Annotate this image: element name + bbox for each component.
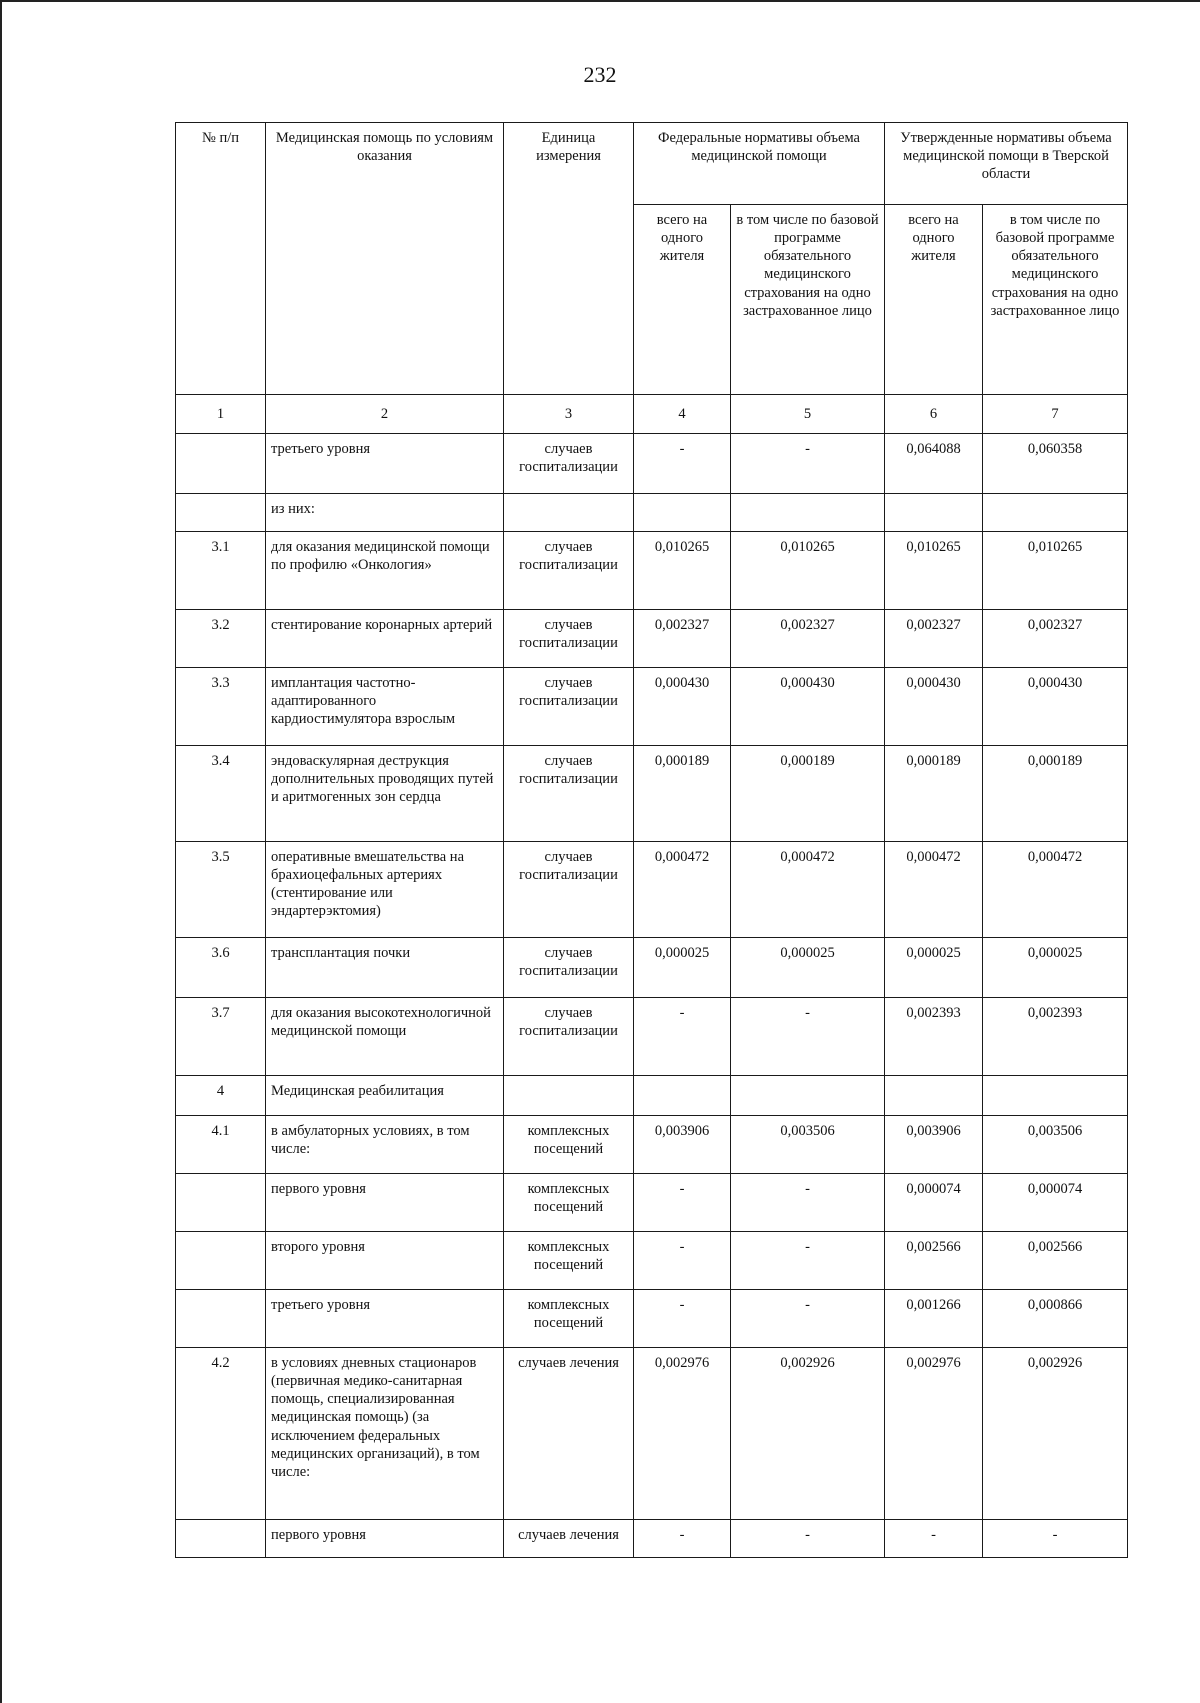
row-value-approved-total [885,1076,983,1116]
row-unit [504,1076,634,1116]
row-value-federal-total: 0,002976 [634,1348,731,1520]
row-unit: случаев госпитализации [504,746,634,842]
header-federal-per-resident: всего на одного жителя [634,205,731,395]
row-value-approved-oms: 0,000472 [983,842,1128,938]
row-value-approved-oms: 0,000866 [983,1290,1128,1348]
table-row [176,842,1128,938]
row-unit: комплексных посещений [504,1174,634,1232]
column-number: 4 [634,395,731,434]
row-value-approved-total: 0,000430 [885,668,983,746]
row-value-federal-total: - [634,1174,731,1232]
row-unit: случаев госпитализации [504,842,634,938]
row-value-federal-oms [731,1076,885,1116]
row-value-approved-oms: 0,002926 [983,1348,1128,1520]
row-value-approved-total: 0,000189 [885,746,983,842]
row-number: 3.5 [176,842,266,938]
norms-table [175,122,1128,1558]
row-value-approved-total: 0,002393 [885,998,983,1076]
row-number [176,1520,266,1558]
row-value-federal-total: 0,000472 [634,842,731,938]
scan-top-edge [0,0,1200,2]
row-number: 4.2 [176,1348,266,1520]
row-name: для оказания высокотехнологичной медицинской помощи [266,998,504,1076]
column-number: 1 [176,395,266,434]
row-value-federal-total: - [634,1232,731,1290]
row-value-federal-total: 0,000025 [634,938,731,998]
row-value-approved-oms: 0,000430 [983,668,1128,746]
table-row [176,494,1128,532]
row-unit: комплексных посещений [504,1290,634,1348]
table-row [176,434,1128,494]
column-number: 2 [266,395,504,434]
row-unit: случаев госпитализации [504,938,634,998]
header-federal-oms: в том числе по базовой программе обязательного медицинского страхования на одно застрахованное лицо [731,205,885,395]
row-unit: случаев лечения [504,1520,634,1558]
row-name: стентирование коронарных артерий [266,610,504,668]
page-number: 232 [583,62,617,87]
row-number: 3.4 [176,746,266,842]
row-value-federal-total: 0,000430 [634,668,731,746]
row-unit: случаев госпитализации [504,998,634,1076]
row-value-approved-oms: 0,002566 [983,1232,1128,1290]
row-value-approved-total [885,494,983,532]
row-value-approved-total: 0,002566 [885,1232,983,1290]
row-name: из них: [266,494,504,532]
column-number: 6 [885,395,983,434]
row-value-approved-oms: 0,002327 [983,610,1128,668]
row-name: в условиях дневных стационаров (первичная медико-санитарная помощь, специализированная медицинская помощь) (за исключением федеральных медицинских организаций), в том числе: [266,1348,504,1520]
row-value-approved-oms: 0,003506 [983,1116,1128,1174]
row-number: 3.1 [176,532,266,610]
header-approved-per-resident: всего на одного жителя [885,205,983,395]
row-name: имплантация частотно-адаптированного кардиостимулятора взрослым [266,668,504,746]
column-number-row [176,395,1128,434]
row-name: в амбулаторных условиях, в том числе: [266,1116,504,1174]
row-value-approved-oms [983,494,1128,532]
row-value-federal-oms: 0,000430 [731,668,885,746]
row-value-federal-oms: 0,002926 [731,1348,885,1520]
row-name: эндоваскулярная деструкция дополнительных проводящих путей и аритмогенных зон сердца [266,746,504,842]
table-row [176,532,1128,610]
row-name: третьего уровня [266,434,504,494]
row-name: первого уровня [266,1174,504,1232]
table-row [176,610,1128,668]
row-unit: комплексных посещений [504,1116,634,1174]
row-value-approved-oms [983,1076,1128,1116]
table-row [176,1116,1128,1174]
row-number [176,1174,266,1232]
row-number [176,434,266,494]
row-value-federal-oms: - [731,434,885,494]
row-value-approved-oms: 0,000074 [983,1174,1128,1232]
row-value-approved-oms: 0,002393 [983,998,1128,1076]
row-number: 3.6 [176,938,266,998]
row-name: для оказания медицинской помощи по профилю «Онкология» [266,532,504,610]
row-value-approved-total: 0,064088 [885,434,983,494]
row-number [176,494,266,532]
row-unit: комплексных посещений [504,1232,634,1290]
row-unit: случаев госпитализации [504,434,634,494]
row-value-federal-oms: - [731,1520,885,1558]
row-name: Медицинская реабилитация [266,1076,504,1116]
row-value-approved-total: - [885,1520,983,1558]
row-number: 4.1 [176,1116,266,1174]
row-value-federal-total: - [634,434,731,494]
row-value-federal-total: 0,003906 [634,1116,731,1174]
table-row [176,668,1128,746]
row-number: 4 [176,1076,266,1116]
table-row [176,998,1128,1076]
row-value-federal-oms: 0,000025 [731,938,885,998]
row-value-federal-total: 0,002327 [634,610,731,668]
row-value-approved-total: 0,000074 [885,1174,983,1232]
row-value-approved-oms: 0,010265 [983,532,1128,610]
row-name: третьего уровня [266,1290,504,1348]
row-name: второго уровня [266,1232,504,1290]
row-name: первого уровня [266,1520,504,1558]
row-value-federal-oms: 0,010265 [731,532,885,610]
row-value-federal-total [634,1076,731,1116]
row-value-approved-total: 0,002327 [885,610,983,668]
row-value-approved-total: 0,001266 [885,1290,983,1348]
row-value-federal-total: - [634,998,731,1076]
row-value-approved-oms: - [983,1520,1128,1558]
row-value-approved-total: 0,000472 [885,842,983,938]
table-row [176,1076,1128,1116]
row-number: 3.2 [176,610,266,668]
header-approved-norms: Утвержденные нормативы объема медицинской помощи в Тверской области [885,123,1128,205]
table-row [176,1520,1128,1558]
row-number [176,1290,266,1348]
row-value-approved-oms: 0,060358 [983,434,1128,494]
row-name: оперативные вмешательства на брахиоцефальных артериях (стентирование или эндартерэктомия) [266,842,504,938]
column-number: 3 [504,395,634,434]
row-value-federal-oms: 0,000472 [731,842,885,938]
row-value-federal-total [634,494,731,532]
table-row [176,746,1128,842]
row-number [176,1232,266,1290]
row-value-federal-oms: - [731,1174,885,1232]
row-unit: случаев лечения [504,1348,634,1520]
row-value-approved-total: 0,003906 [885,1116,983,1174]
column-number: 5 [731,395,885,434]
row-value-approved-oms: 0,000189 [983,746,1128,842]
row-value-federal-oms: 0,000189 [731,746,885,842]
table-row [176,938,1128,998]
row-value-federal-total: 0,000189 [634,746,731,842]
row-number: 3.7 [176,998,266,1076]
row-number: 3.3 [176,668,266,746]
row-unit: случаев госпитализации [504,610,634,668]
row-value-federal-oms: 0,002327 [731,610,885,668]
row-unit: случаев госпитализации [504,532,634,610]
table-row [176,1232,1128,1290]
table-row [176,1174,1128,1232]
row-value-federal-oms: - [731,1232,885,1290]
header-approved-oms: в том числе по базовой программе обязательного медицинского страхования на одно застрахованное лицо [983,205,1128,395]
row-value-federal-oms: - [731,998,885,1076]
row-value-federal-total: 0,010265 [634,532,731,610]
row-value-federal-oms: 0,003506 [731,1116,885,1174]
row-unit: случаев госпитализации [504,668,634,746]
row-value-federal-total: - [634,1290,731,1348]
row-value-approved-oms: 0,000025 [983,938,1128,998]
row-value-approved-total: 0,002976 [885,1348,983,1520]
header-unit: Единица измерения [504,123,634,395]
header-row-number: № п/п [176,123,266,395]
row-name: трансплантация почки [266,938,504,998]
row-value-federal-oms: - [731,1290,885,1348]
row-unit [504,494,634,532]
scan-left-edge [0,0,2,1703]
row-value-approved-total: 0,000025 [885,938,983,998]
column-number: 7 [983,395,1128,434]
header-federal-norms: Федеральные нормативы объема медицинской помощи [634,123,885,205]
row-value-federal-oms [731,494,885,532]
table-row [176,1348,1128,1520]
row-value-federal-total: - [634,1520,731,1558]
row-value-approved-total: 0,010265 [885,532,983,610]
header-care-conditions: Медицинская помощь по условиям оказания [266,123,504,395]
table-row [176,1290,1128,1348]
